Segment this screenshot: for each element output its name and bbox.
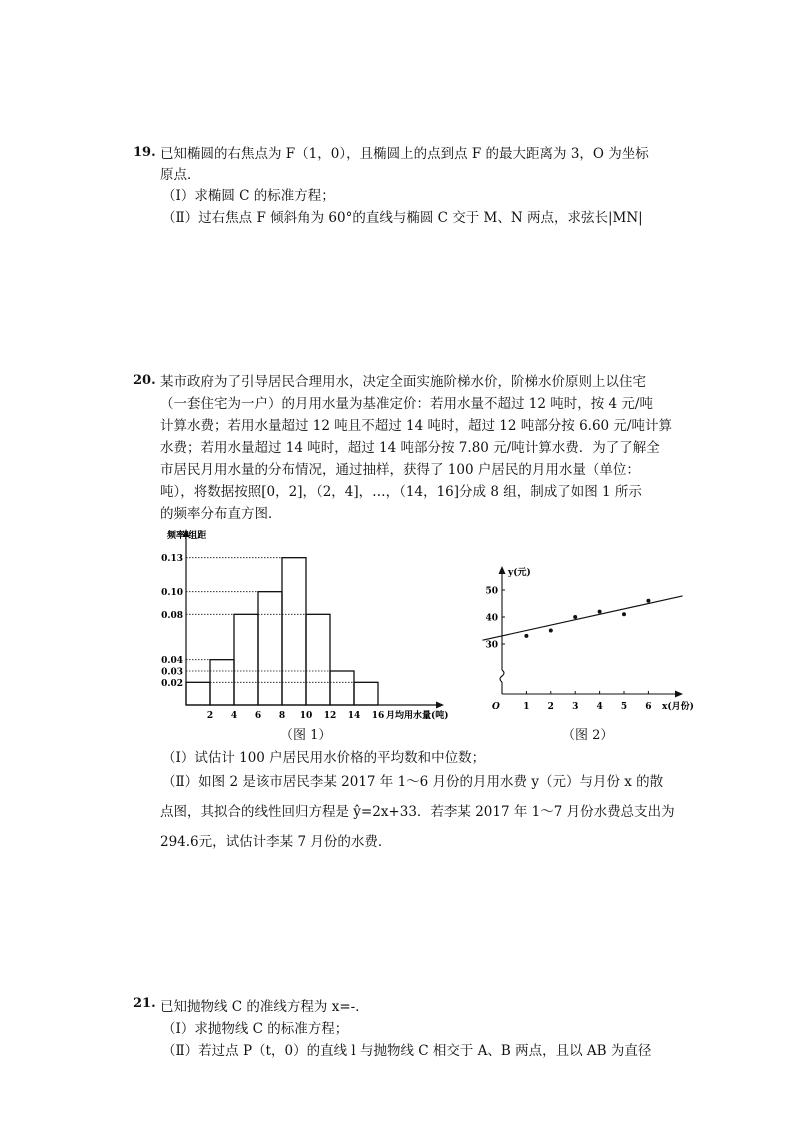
scatter-x-axis-label: x(月份): [662, 702, 694, 712]
question-21-number: 21.: [133, 996, 156, 1011]
scatter-point: [524, 634, 528, 638]
q20-line-6: 吨），将数据按照[0，2]，（2，4]，…，（14，16]分成 8 组，制成了如图 1 所示: [160, 484, 642, 500]
histogram-bar: [354, 682, 378, 705]
q19-part-1: （Ⅰ）求椭圆 C 的标准方程；: [162, 188, 335, 204]
histogram-bar: [306, 614, 330, 705]
scatter-x-tick-label: 1: [523, 702, 530, 712]
q20-line-7: 的频率分布直方图．: [160, 506, 282, 522]
q19-line-1: 已知椭圆的右焦点为 F（1，0），且椭圆上的点到点 F 的最大距离为 3，O 为坐标: [160, 146, 649, 162]
histogram-x-tick-label: 2: [206, 711, 214, 721]
scatter-x-tick-label: 2: [547, 702, 554, 712]
histogram-x-tick-label: 8: [278, 711, 286, 721]
histogram-x-tick-label: 6: [254, 711, 262, 721]
histogram-figure-1: [150, 525, 470, 725]
q21-part-2: （Ⅱ）若过点 P（t，0）的直线 l 与抛物线 C 相交于 A、B 两点，且以 AB 为直径: [162, 1043, 652, 1059]
histogram-x-tick-label: 12: [323, 711, 337, 721]
scatter-y-tick-label: 30: [485, 640, 498, 651]
scatter-x-tick-label: 4: [596, 702, 603, 712]
histogram-bar: [258, 592, 282, 705]
q20-part-1: （Ⅰ）试估计 100 户居民用水价格的平均数和中位数；: [162, 750, 486, 766]
q21-part-1: （Ⅰ）求抛物线 C 的标准方程；: [162, 1021, 349, 1037]
x-axis-arrow-icon: [675, 691, 683, 698]
scatter-point: [646, 599, 650, 603]
q21-line-1: 已知抛物线 C 的准线方程为 x=-．: [160, 999, 369, 1015]
q20-part-2: （Ⅱ）如图 2 是该市居民李某 2017 年 1～6 月份的月用水费 y（元）与月份 x 的散: [162, 774, 664, 790]
histogram-bar: [282, 558, 306, 705]
q20-part-2-cont: 点图，其拟合的线性回归方程是 ŷ=2x+33．若李某 2017 年 1～7 月份水费总支出为: [160, 804, 675, 820]
histogram-x-tick-label: 14: [347, 711, 361, 721]
q19-part-2: （Ⅱ）过右焦点 F 倾斜角为 60°的直线与椭圆 C 交于 M、N 两点，求弦长|MN|: [162, 210, 643, 226]
scatter-y-tick-label: 50: [485, 586, 498, 597]
scatter-y-axis-label: y(元): [508, 568, 531, 578]
q20-part-2-end: 294.6元，试估计李某 7 月份的水费．: [160, 834, 392, 850]
scatter-point: [622, 612, 626, 616]
histogram-y-tick-label: 0.04: [161, 656, 183, 667]
q20-line-2: （一套住宅为一户）的月用水量为基准定价：若用水量不超过 12 吨时，按 4 元/吨: [160, 396, 653, 412]
scatter-figure-2: [478, 560, 713, 718]
question-19-number: 19.: [133, 145, 156, 160]
histogram-y-tick-label: 0.03: [161, 667, 183, 678]
histogram-y-tick-label: 0.02: [161, 678, 183, 689]
histogram-x-tick-label: 4: [230, 711, 238, 721]
histogram-bar: [186, 682, 210, 705]
histogram-bar: [234, 614, 258, 705]
histogram-y-tick-label: 0.13: [161, 554, 183, 565]
scatter-point: [573, 615, 577, 619]
figure-1-caption: （图 1）: [280, 728, 332, 743]
q20-line-1: 某市政府为了引导居民合理用水，决定全面实施阶梯水价，阶梯水价原则上以住宅: [160, 374, 646, 390]
question-20-number: 20.: [133, 373, 156, 388]
scatter-x-tick-label: 6: [645, 702, 652, 712]
histogram-y-axis-label: 频率/组距: [167, 531, 207, 541]
q20-line-3: 计算水费；若用水量超过 12 吨且不超过 14 吨时，超过 12 吨部分按 6.60 元/吨计算: [160, 418, 672, 434]
figure-2-caption: （图 2）: [562, 728, 614, 743]
regression-line: [482, 596, 682, 640]
scatter-y-tick-label: 40: [485, 613, 498, 624]
x-axis-arrow-icon: [436, 702, 444, 709]
histogram-x-tick-label: 10: [299, 711, 313, 721]
q20-line-4: 水费；若用水量超过 14 吨时，超过 14 吨部分按 7.80 元/吨计算水费．为了了解全: [160, 440, 660, 456]
histogram-y-tick-label: 0.10: [161, 588, 183, 599]
scatter-point: [549, 629, 553, 633]
scatter-origin-label: O: [492, 702, 500, 712]
histogram-x-axis-label: 月均用水量(吨): [386, 711, 449, 721]
y-axis-arrow-icon: [499, 566, 506, 574]
histogram-x-tick-label: 16: [371, 711, 385, 721]
scatter-x-tick-label: 5: [620, 702, 628, 712]
scatter-point: [598, 610, 602, 614]
histogram-y-tick-label: 0.08: [161, 610, 183, 621]
q19-line-2: 原点．: [160, 167, 201, 183]
histogram-bar: [330, 671, 354, 705]
axis-break-icon: [500, 670, 504, 682]
scatter-x-tick-label: 3: [572, 702, 579, 712]
q20-line-5: 市居民月用水量的分布情况，通过抽样，获得了 100 户居民的月用水量（单位：: [160, 462, 640, 478]
